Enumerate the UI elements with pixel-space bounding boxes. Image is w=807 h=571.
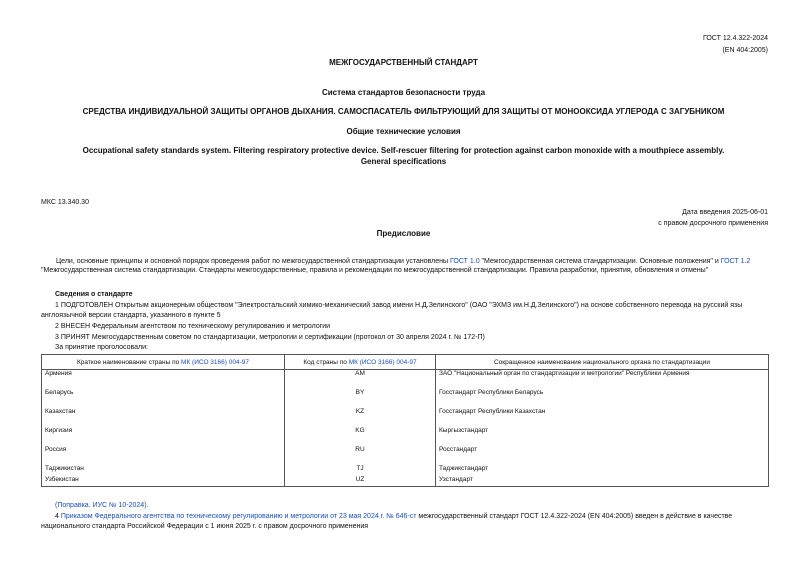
voted-label: За принятие проголосовали: [55,344,148,351]
body-cell: ЗАО "Национальный орган по стандартизации и метрологии" Республики Армения [436,370,769,389]
mk-iso-link[interactable]: МК (ИСО 3166) 004-97 [348,358,417,366]
column-header-code: Код страны по МК (ИСО 3166) 004-97 [285,355,436,370]
standard-type: МЕЖГОСУДАРСТВЕННЫЙ СТАНДАРТ [329,58,478,67]
item-2: 2 ВНЕСЕН Федеральным агентством по техническому регулированию и метрологии [55,323,331,330]
column-header-country: Краткое наименование страны по МК (ИСО 3166) 004-97 [42,355,285,370]
item-1-line-1: 1 ПОДГОТОВЛЕН Открытым акционерным обществом "Электростальский химико-механический завод имени Н.Д.Зелинского" (ОАО "ЭХМЗ им.Н.Д.Зелинского") на основе собственного перевода на русский язы [55,302,743,309]
doc-number: ГОСТ 12.4.322-2024 [702,35,768,42]
table-row [42,389,769,408]
code-cell: TJ [285,465,436,476]
order-link[interactable]: Приказом Федерального агентства по техническому регулированию и метрологии от 23 мая 2024 г. № 646-ст [60,513,417,520]
english-title-line1: Occupational safety standards system. Filtering respiratory protective device. Self-rescuer filtering for protection against carbon monoxide with a mouthpiece assembly. [82,146,725,155]
en-number: (EN 404:2005) [722,47,768,54]
item-1-line-2: англоязычной версии стандарта, указанного в пункте 5 [41,312,221,319]
item-4-line-2: национального стандарта Российской Федерации с 1 июня 2025 г. с правом досрочного применения [41,523,369,530]
body-cell: Росстандарт [436,446,769,465]
code-cell: AM [285,370,436,389]
mk-iso-link[interactable]: МК (ИСО 3166) 004-97 [181,358,249,366]
table-row [42,476,769,487]
country-cell: Таджикистан [42,465,285,476]
country-cell: Киргизия [42,427,285,446]
item-4-line-1: 4 Приказом Федерального агентства по техническому регулированию и метрологии от 23 мая 2024 г. № 646-ст межгосударственный стандарт ГОСТ 12.4.322-2024 (EN 404:2005) введен в действие в качестве [55,513,733,520]
system-title: Система стандартов безопасности труда [321,88,486,97]
table-row [42,408,769,427]
item-3: 3 ПРИНЯТ Межгосударственным советом по стандартизации, метрологии и сертификации (протокол от 30 апреля 2024 г. № 172-П) [55,334,485,341]
body-cell: Узстандарт [436,476,769,487]
country-cell: Узбекистан [42,476,285,487]
amendment-note: (Поправка. ИУС № 10-2024). [55,502,149,509]
country-cell: Беларусь [42,389,285,408]
body-cell: Таджикстандарт [436,465,769,476]
body-cell: Госстандарт Республики Казахстан [436,408,769,427]
column-header-body: Сокращенное наименование национального органа по стандартизации [436,355,769,370]
voting-states-table [41,354,769,487]
intro-date: Дата введения 2025-06-01 [682,209,768,216]
table-row [42,465,769,476]
gost-1-2-link[interactable]: ГОСТ 1.2 [720,258,751,265]
english-title-line2: General specifications [360,157,447,166]
code-cell: KZ [285,408,436,427]
code-cell: KG [285,427,436,446]
mks-code: МКС 13.340.30 [41,199,89,206]
country-cell: Россия [42,446,285,465]
body-cell: Кыргызстандарт [436,427,769,446]
code-cell: RU [285,446,436,465]
code-cell: BY [285,389,436,408]
country-cell: Казахстан [42,408,285,427]
foreword-heading: Предисловие [376,229,431,238]
country-cell: Армения [42,370,285,389]
amendment-link[interactable]: Поправка [57,502,89,509]
intro-note: с правом досрочного применения [658,220,768,227]
foreword-paragraph: Цели, основные принципы и основной порядок проведения работ по межгосударственной стандартизации установлены ГОСТ 1.0 "Межгосударственная система стандартизации. Основные положения" и ГОСТ 1.2 "Межгосударственная система стандартизации. Стандарты межгосударственные, правила и рекомендации по межгосударственной стандартизации. Правила разработки, принятия, обновления и отмены" [41,258,751,274]
gost-1-0-link[interactable]: ГОСТ 1.0 [449,258,480,265]
document-title: СРЕДСТВА ИНДИВИДУАЛЬНОЙ ЗАЩИТЫ ОРГАНОВ ДЫХАНИЯ. САМОСПАСАТЕЛЬ ФИЛЬТРУЮЩИЙ ДЛЯ ЗАЩИТЫ ОТ МОНООКСИДА УГЛЕРОДА С ЗАГУБНИКОМ [82,107,725,116]
table-row [42,370,769,389]
document-subtitle: Общие технические условия [346,127,461,136]
body-cell: Госстандарт Республики Беларусь [436,389,769,408]
table-header-row [42,355,769,370]
code-cell: UZ [285,476,436,487]
table-row [42,427,769,446]
table-row [42,446,769,465]
info-heading: Сведения о стандарте [55,291,133,298]
